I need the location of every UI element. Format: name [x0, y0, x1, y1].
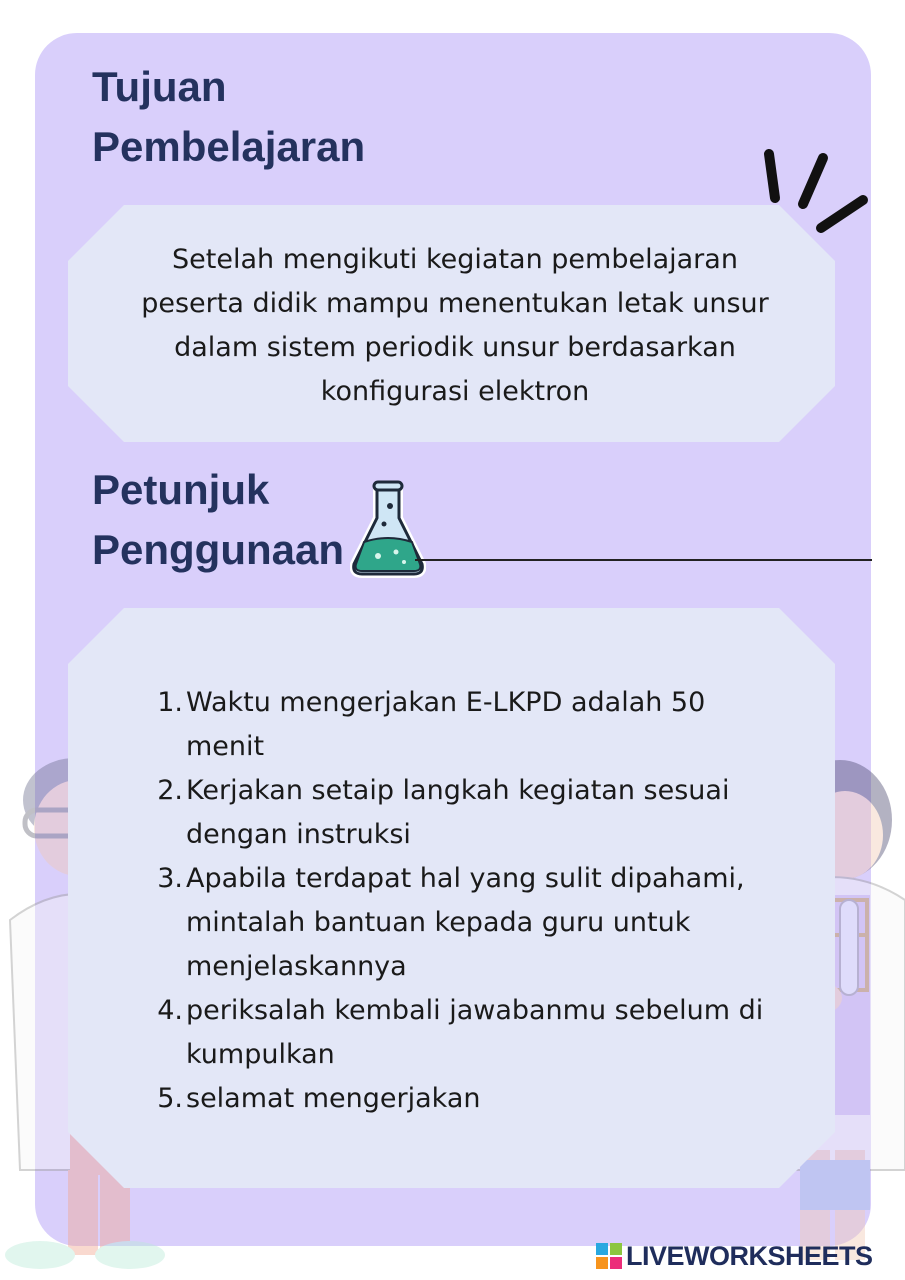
list-item-text: selamat mengerjakan — [186, 1083, 481, 1114]
heading-line: Tujuan — [92, 63, 227, 110]
list-item-text: Waktu mengerjakan E-LKPD adalah 50 menit — [186, 687, 706, 762]
heading-line: Petunjuk — [92, 466, 270, 513]
liveworksheets-logo-text: LIVEWORKSHEETS — [626, 1240, 873, 1271]
list-item — [157, 1077, 786, 1121]
heading-line: Pembelajaran — [92, 123, 366, 170]
divider-line — [415, 559, 872, 561]
list-item-number: 4. — [157, 995, 183, 1026]
list-item — [157, 989, 786, 1077]
instructions-list — [157, 681, 786, 1121]
list-item — [157, 681, 786, 769]
objective-text: Setelah mengikuti kegiatan pembelajaran peserta didik mampu menentukan letak unsur dalam sistem periodik unsur berdasarkan konfigurasi elektron — [141, 244, 769, 407]
liveworksheets-logo-icon — [596, 1243, 622, 1269]
list-item-number: 3. — [157, 863, 183, 894]
heading-line: Penggunaan — [92, 526, 345, 573]
list-item-text: Kerjakan setaip langkah kegiatan sesuai dengan instruksi — [186, 775, 730, 850]
usage-instructions-heading — [92, 460, 344, 580]
learning-objectives-heading — [92, 57, 365, 177]
flask-icon — [350, 478, 426, 578]
list-item-number: 2. — [157, 775, 183, 806]
list-item-text: Apabila terdapat hal yang sulit dipahami, mintalah bantuan kepada guru untuk menjelaskannya — [186, 863, 745, 982]
list-item — [157, 857, 786, 989]
list-item-text: periksalah kembali jawabanmu sebelum di kumpulkan — [186, 995, 764, 1070]
list-item-number: 5. — [157, 1083, 183, 1114]
liveworksheets-logo[interactable] — [596, 1238, 873, 1274]
list-item-number: 1. — [157, 687, 183, 718]
list-item — [157, 769, 786, 857]
